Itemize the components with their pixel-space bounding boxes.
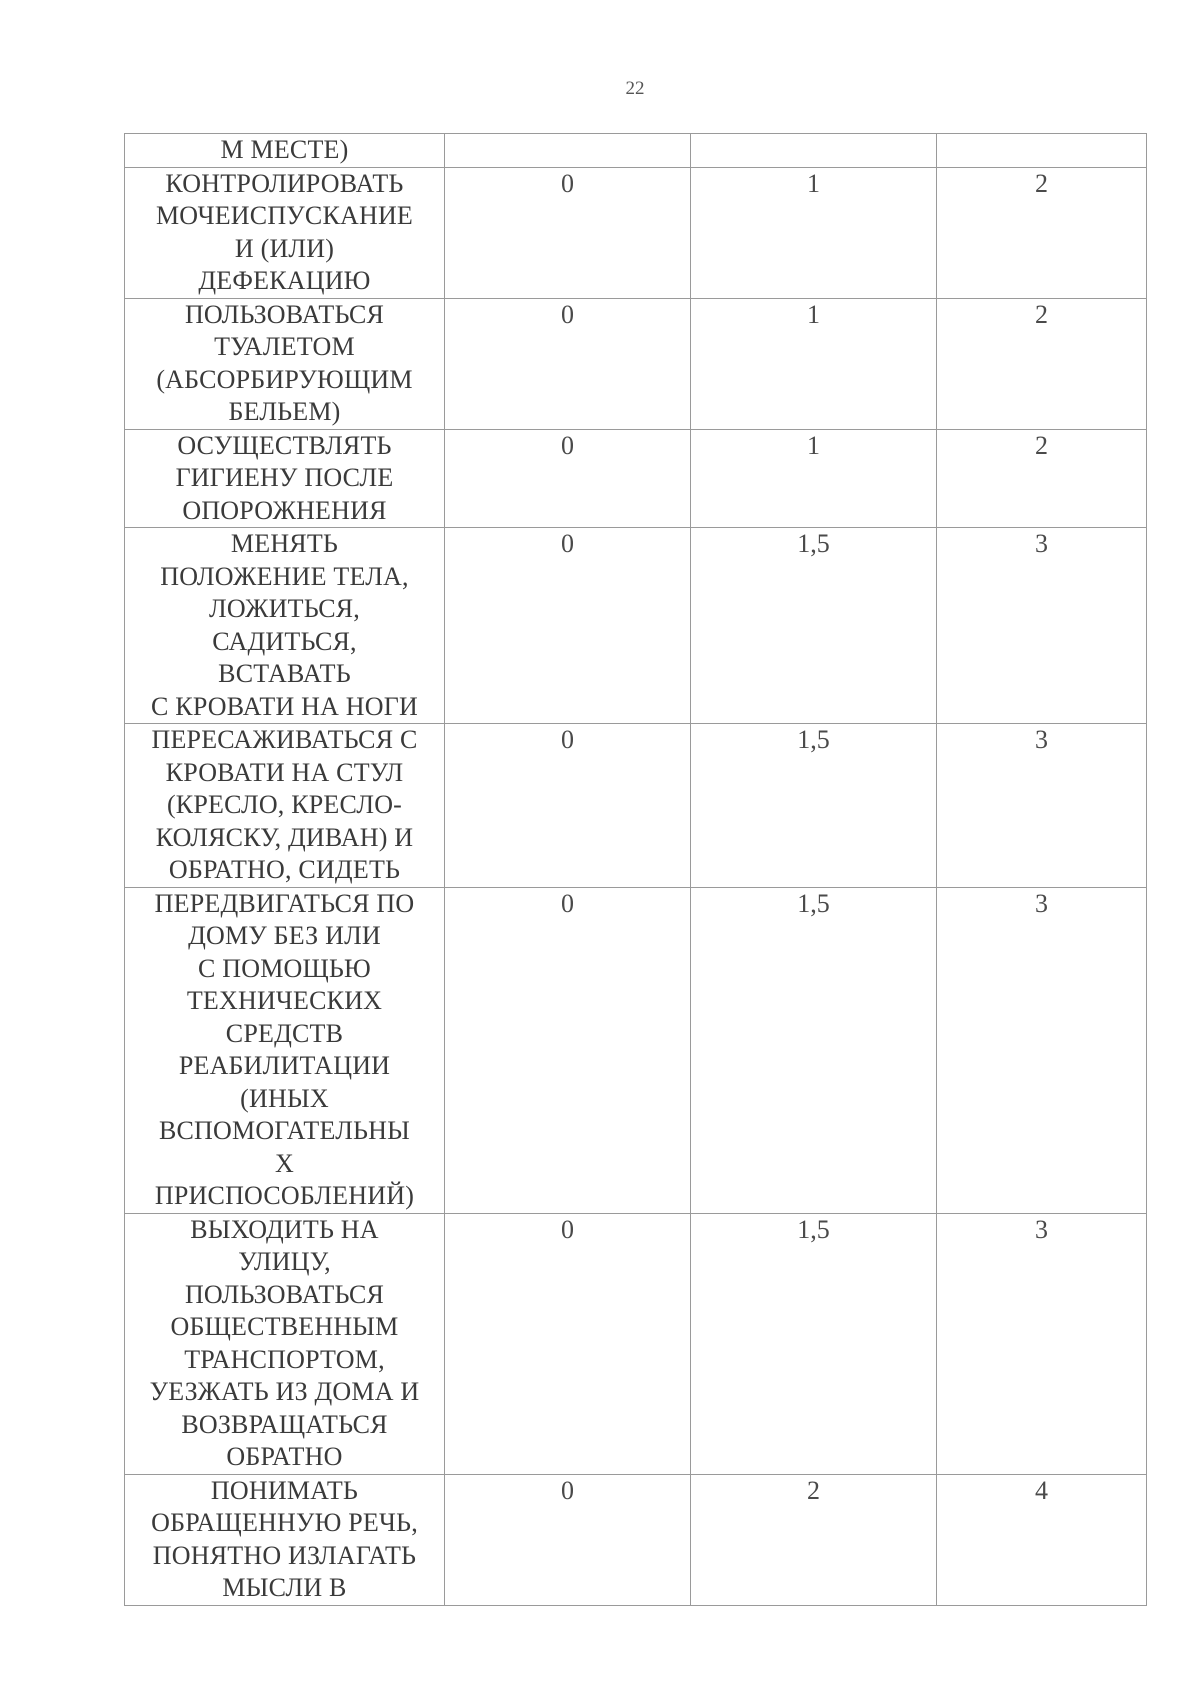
score-cell: 0 — [445, 1213, 691, 1474]
score-cell: 2 — [691, 1474, 937, 1605]
activity-cell: ВЫХОДИТЬ НА УЛИЦУ, ПОЛЬЗОВАТЬСЯ ОБЩЕСТВЕННЫМ ТРАНСПОРТОМ, УЕЗЖАТЬ ИЗ ДОМА И ВОЗВРАЩАТЬСЯ ОБРАТНО — [125, 1213, 445, 1474]
score-cell: 2 — [937, 167, 1147, 298]
score-cell: 3 — [937, 724, 1147, 888]
activity-cell: ПЕРЕСАЖИВАТЬСЯ С КРОВАТИ НА СТУЛ (КРЕСЛО, КРЕСЛО- КОЛЯСКУ, ДИВАН) И ОБРАТНО, СИДЕТЬ — [125, 724, 445, 888]
score-cell: 1 — [691, 298, 937, 429]
score-cell — [691, 134, 937, 168]
table-row — [125, 528, 1147, 724]
table-row — [125, 298, 1147, 429]
score-cell: 3 — [937, 528, 1147, 724]
score-cell: 2 — [937, 298, 1147, 429]
score-table — [124, 133, 1147, 1606]
score-cell: 4 — [937, 1474, 1147, 1605]
score-cell: 1,5 — [691, 887, 937, 1213]
activity-cell: ПОНИМАТЬ ОБРАЩЕННУЮ РЕЧЬ, ПОНЯТНО ИЗЛАГАТЬ МЫСЛИ В — [125, 1474, 445, 1605]
score-cell — [445, 134, 691, 168]
score-cell: 3 — [937, 887, 1147, 1213]
score-cell: 0 — [445, 724, 691, 888]
score-cell — [937, 134, 1147, 168]
table-row — [125, 134, 1147, 168]
activity-cell: ОСУЩЕСТВЛЯТЬ ГИГИЕНУ ПОСЛЕ ОПОРОЖНЕНИЯ — [125, 429, 445, 528]
table-row — [125, 724, 1147, 888]
score-cell: 3 — [937, 1213, 1147, 1474]
table-row — [125, 887, 1147, 1213]
score-cell: 0 — [445, 887, 691, 1213]
score-cell: 1,5 — [691, 1213, 937, 1474]
score-cell: 2 — [937, 429, 1147, 528]
score-cell: 1,5 — [691, 528, 937, 724]
table-row — [125, 167, 1147, 298]
activity-cell: ПЕРЕДВИГАТЬСЯ ПО ДОМУ БЕЗ ИЛИ С ПОМОЩЬЮ ТЕХНИЧЕСКИХ СРЕДСТВ РЕАБИЛИТАЦИИ (ИНЫХ ВСПОМОГАТЕЛЬНЫ Х ПРИСПОСОБЛЕНИЙ) — [125, 887, 445, 1213]
score-cell: 0 — [445, 1474, 691, 1605]
activity-cell: КОНТРОЛИРОВАТЬ МОЧЕИСПУСКАНИЕ И (ИЛИ) ДЕФЕКАЦИЮ — [125, 167, 445, 298]
score-cell: 0 — [445, 429, 691, 528]
score-cell: 1 — [691, 429, 937, 528]
activity-cell: МЕНЯТЬ ПОЛОЖЕНИЕ ТЕЛА, ЛОЖИТЬСЯ, САДИТЬСЯ, ВСТАВАТЬ С КРОВАТИ НА НОГИ — [125, 528, 445, 724]
activity-cell: М МЕСТЕ) — [125, 134, 445, 168]
score-cell: 0 — [445, 528, 691, 724]
activity-cell: ПОЛЬЗОВАТЬСЯ ТУАЛЕТОМ (АБСОРБИРУЮЩИМ БЕЛЬЕМ) — [125, 298, 445, 429]
score-cell: 1,5 — [691, 724, 937, 888]
score-cell: 1 — [691, 167, 937, 298]
score-cell: 0 — [445, 167, 691, 298]
table-row — [125, 429, 1147, 528]
table-row — [125, 1474, 1147, 1605]
score-cell: 0 — [445, 298, 691, 429]
page-number: 22 — [625, 78, 645, 99]
score-table-container — [124, 133, 1146, 1606]
table-row — [125, 1213, 1147, 1474]
